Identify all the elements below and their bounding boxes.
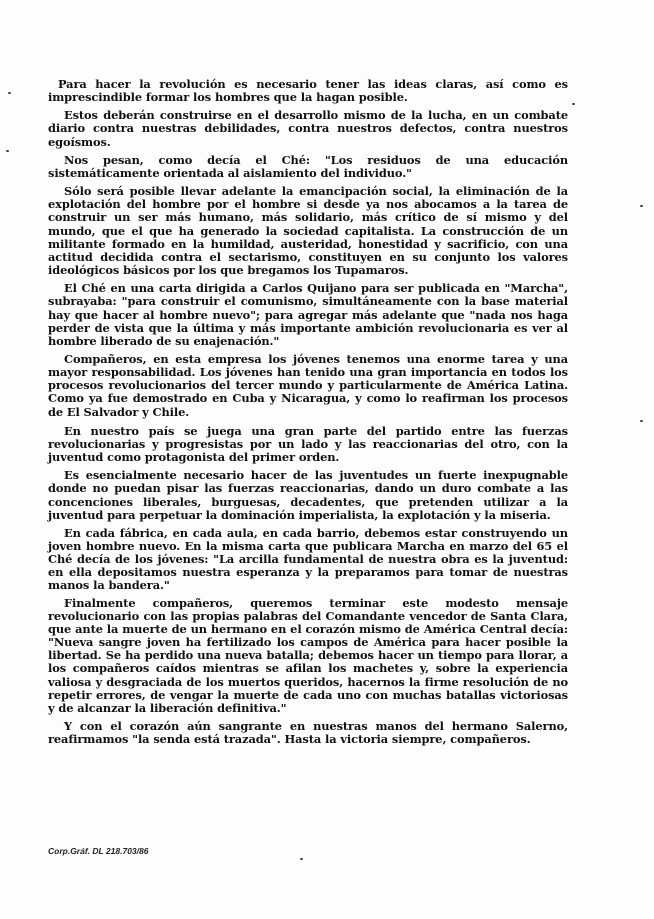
paragraph-8: Es esencialmente necesario hacer de las juventudes un fuerte inexpugnable donde no puedan pisar las fuerzas reaccionarias, dando un duro combate a las concenciones liberales, burguesas, decadentes, que pretenden utilizar a la juventud para perpetuar la dominación imperialista, la explotación y la miseria. <box>48 468 568 522</box>
paragraph-3: Nos pesan, como decía el Ché: "Los residuos de una educación sistemáticamente orientada al aislamiento del individuo." <box>48 152 568 180</box>
body-text <box>48 78 568 751</box>
scan-speck <box>6 150 9 152</box>
paragraph-5: El Ché en una carta dirigida a Carlos Quijano para ser publicada en "Marcha", subrayaba: "para construir el comunismo, simultáneamente con la base material hay que hacer al hombre nuevo"; para agregar más adelante que "nada nos haga perder de vista que la última y más importante ambición revolucionaria es ver al hombre liberado de su enajenación." <box>48 281 568 348</box>
scan-speck <box>572 103 575 105</box>
paragraph-4: Sólo será posible llevar adelante la emancipación social, la eliminación de la explotación del hombre por el hombre si desde ya nos abocamos a la tarea de construir un ser más humano, más solidario, más crítico de sí mismo y del mundo, que el que ha generado la sociedad capitalista. La construcción de un militante formado en la humildad, austeridad, honestidad y sacrificio, con una actitud decidida contra el sectarismo, constituyen en su conjunto los valores ideológicos básicos por los que bregamos los Tupamaros. <box>48 184 568 278</box>
paragraph-7: En nuestro país se juega una gran parte del partido entre las fuerzas revolucionarias y progresistas por un lado y las reaccionarias del otro, con la juventud como protagonista del primer orden. <box>48 423 568 465</box>
paragraph-6: Compañeros, en esta empresa los jóvenes tenemos una enorme tarea y una mayor responsabilidad. Los jóvenes han tenido una gran importancia en todos los procesos revolucionarios del tercer mundo y particularmente de América Latina. Como ya fue demostrado en Cuba y Nicaragua, y como lo reafirman los procesos de El Salvador y Chile. <box>48 351 568 419</box>
paragraph-1: Para hacer la revolución es necesario tener las ideas claras, así como es imprescindible formar los hombres que la hagan posible. <box>48 77 568 105</box>
scan-speck <box>640 205 643 207</box>
printer-credit: Corp.Gráf. DL 218.703/86 <box>48 846 149 856</box>
scan-speck <box>300 858 303 860</box>
paragraph-11: Y con el corazón aún sangrante en nuestras manos del hermano Salerno, reafirmamos "la senda está trazada". Hasta la victoria siempre, compañeros. <box>48 719 568 747</box>
paragraph-2: Estos deberán construirse en el desarrollo mismo de la lucha, en un combate diario contra nuestras debilidades, contra nuestros defectos, contra nuestros egoísmos. <box>48 108 568 149</box>
paragraph-9: En cada fábrica, en cada aula, en cada barrio, debemos estar construyendo un joven hombre nuevo. En la misma carta que publicara Marcha en marzo del 65 el Ché decía de los jóvenes: "La arcilla fundamental de nuestra obra es la juventud: en ella depositamos nuestra esperanza y la preparamos para tomar de nuestras manos la bandera." <box>48 525 568 593</box>
paragraph-10: Finalmente compañeros, queremos terminar este modesto mensaje revolucionario con las propias palabras del Comandante vencedor de Santa Clara, que ante la muerte de un hermano en el corazón mismo de América Central decía: "Nueva sangre joven ha fertilizado los campos de América para hacer posible la libertad. Se ha perdido una nueva batalla; debemos hacer un tiempo para llorar, a los compañeros caídos mientras se afilan los machetes y, sobre la experiencia valiosa y desgraciada de los muertos queridos, hacernos la firme resolución de no repetir errores, de vengar la muerte de cada uno con muchas batallas victoriosas y de alcanzar la liberación definitiva." <box>48 595 568 715</box>
scan-speck <box>8 92 11 94</box>
scan-speck <box>640 420 643 422</box>
